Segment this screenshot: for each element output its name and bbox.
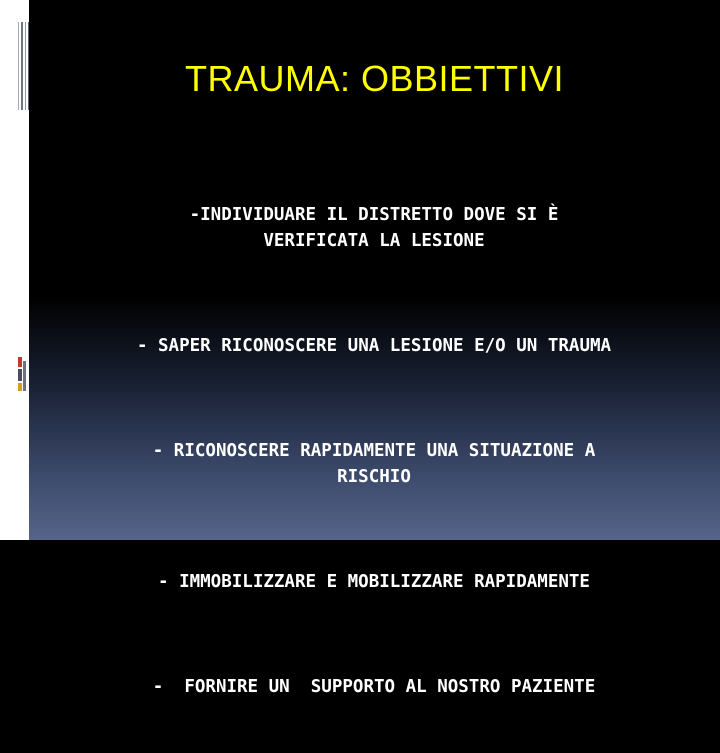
- decorative-stripes-top: [18, 22, 29, 110]
- list-item: - FORNIRE UN SUPPORTO AL NOSTRO PAZIENTE: [152, 677, 596, 697]
- list-item: - RICONOSCERE RAPIDAMENTE UNA SITUAZIONE A RISCHIO: [152, 441, 596, 487]
- list-item: -INDIVIDUARE IL DISTRETTO DOVE SI È VERIFICATA LA LESIONE: [189, 205, 559, 251]
- list-item: - IMMOBILIZZARE E MOBILIZZARE RAPIDAMENTE: [158, 572, 590, 592]
- list-item: - SAPER RICONOSCERE UNA LESIONE E/O UN TRAUMA: [136, 336, 612, 356]
- decorative-blocks: [18, 357, 27, 399]
- slide-body: [40, 150, 708, 753]
- slide-title: TRAUMA: OBBIETTIVI: [184, 58, 565, 99]
